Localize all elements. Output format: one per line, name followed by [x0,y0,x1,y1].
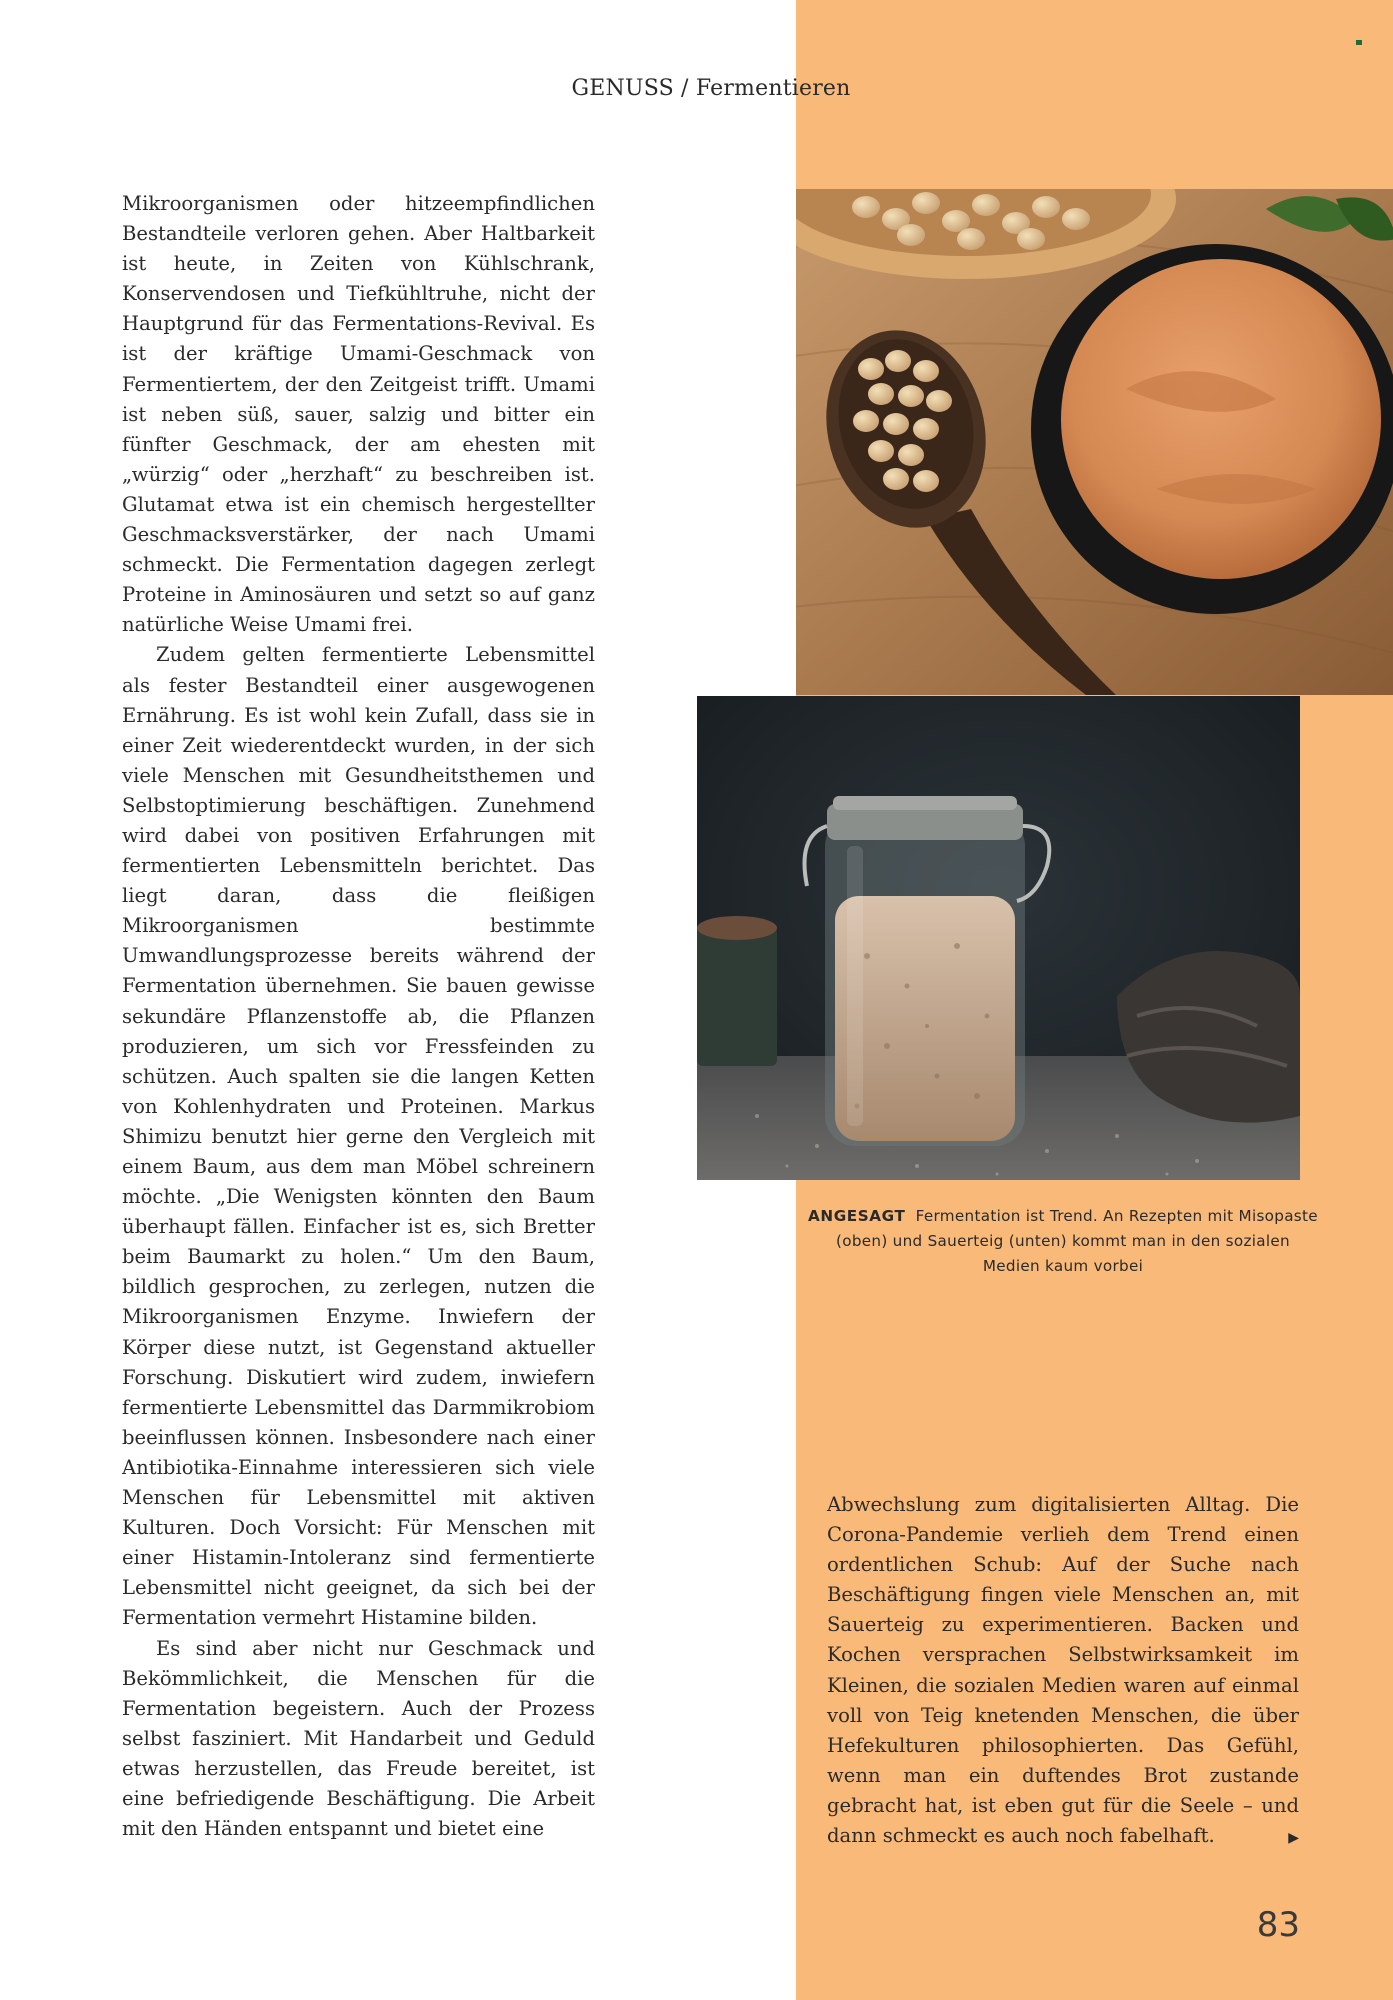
section-header: GENUSS / Fermentieren [571,76,851,101]
sourdough-jar-photo [697,696,1300,1180]
caption-kicker: ANGESAGT [808,1207,906,1225]
paragraph-2: Zudem gelten fermentierte Lebensmittel als fester Bestandteil einer ausgewogenen Ernährung. Es ist wohl kein Zufall, dass sie in einer Zeit wiederentdeckt wurden, in der sich viele Menschen mit Gesundheitsthemen und Selbstoptimierung beschäftigen. Zunehmend wird dabei von positiven Erfahrungen mit fermentierten Lebensmitteln berichtet. Das liegt daran, dass die fleißigen Mikroorganismen bestimmte Umwandlungsprozesse bereits während der Fermentation übernehmen. Sie bauen gewisse sekundäre Pflanzenstoffe ab, die Pflanzen produzieren, um sich vor Fressfeinden zu schützen. Auch spalten sie die langen Ketten von Kohlenhydraten und Proteinen. Markus Shimizu benutzt hier gerne den Vergleich mit einem Baum, aus dem man Möbel schreinern möchte. „Die Wenigsten könnten den Baum überhaupt fällen. Einfacher ist es, sich Bretter beim Baumarkt zu holen.“ Um den Baum, bildlich gesprochen, zu zerlegen, nutzen die Mikroorganismen Enzyme. Inwiefern der Körper diese nutzt, ist Gegenstand aktueller Forschung. Diskutiert wird zudem, inwiefern fermentierte Lebensmittel das Darmmikrobiom beeinflussen können. Insbesondere nach einer Antibiotika-Einnahme interessieren sich viele Menschen für Lebensmittel mit aktiven Kulturen. Doch Vorsicht: Für Menschen mit einer Histamin-Intoleranz sind fermentierte Lebensmittel nicht geeignet, da sich bei der Fermentation vermehrt Histamine bilden. [122,643,595,1630]
article-column-left [122,189,595,1844]
paragraph-1: Mikroorganismen oder hitzeempfindlichen Bestandteile verloren gehen. Aber Haltbarkeit ist heute, in Zeiten von Kühlschrank, Konservendosen und Tiefkühltruhe, nicht der Hauptgrund für das Fermentations-Revival. Es ist der kräftige Umami-Geschmack von Fermentiertem, der den Zeitgeist trifft. Umami ist neben süß, sauer, salzig und bitter ein fünfter Geschmack, der am ehesten mit „würzig“ oder „herzhaft“ zu beschreiben ist. Glutamat etwa ist ein chemisch hergestellter Geschmacksverstärker, der nach Umami schmeckt. Die Fermentation dagegen zerlegt Proteine in Aminosäuren und setzt so auf ganz natürliche Weise Umami frei. [122,192,595,637]
paragraph-3: Es sind aber nicht nur Geschmack und Bekömmlichkeit, die Menschen für die Fermentation begeistern. Auch der Prozess selbst fasziniert. Mit Handarbeit und Geduld etwas herzustellen, das Freude bereitet, ist eine befriedigende Beschäftigung. Die Arbeit mit den Händen entspannt und bietet eine [122,1636,595,1841]
caption-text: Fermentation ist Trend. An Rezepten mit Misopaste (oben) und Sauerteig (unten) kommt man in den sozialen Medien kaum vorbei [836,1207,1318,1275]
article-column-right [827,1490,1299,1853]
miso-illustration [796,189,1393,695]
sourdough-illustration [697,696,1300,1180]
miso-paste-photo [796,189,1393,695]
page-number: 83 [1256,1905,1300,1945]
right-paragraph: Abwechslung zum digitalisierten Alltag. Die Corona-Pandemie verlieh dem Trend einen ordentlichen Schub: Auf der Suche nach Beschäftigung fingen viele Menschen an, mit Sauerteig zu experimentieren. Backen und Kochen versprachen Selbstwirksamkeit im Kleinen, die sozialen Medien waren auf einmal voll von Teig knetenden Menschen, die über Hefekulturen philosophierten. Das Gefühl, wenn man ein duftendes Brot zustande gebracht hat, ist eben gut für die Seele – und dann schmeckt es auch noch fabelhaft. [827,1493,1299,1848]
continue-arrow-icon: ▶ [1288,1830,1299,1847]
photo-caption [808,1204,1318,1279]
corner-mark [1356,40,1362,45]
